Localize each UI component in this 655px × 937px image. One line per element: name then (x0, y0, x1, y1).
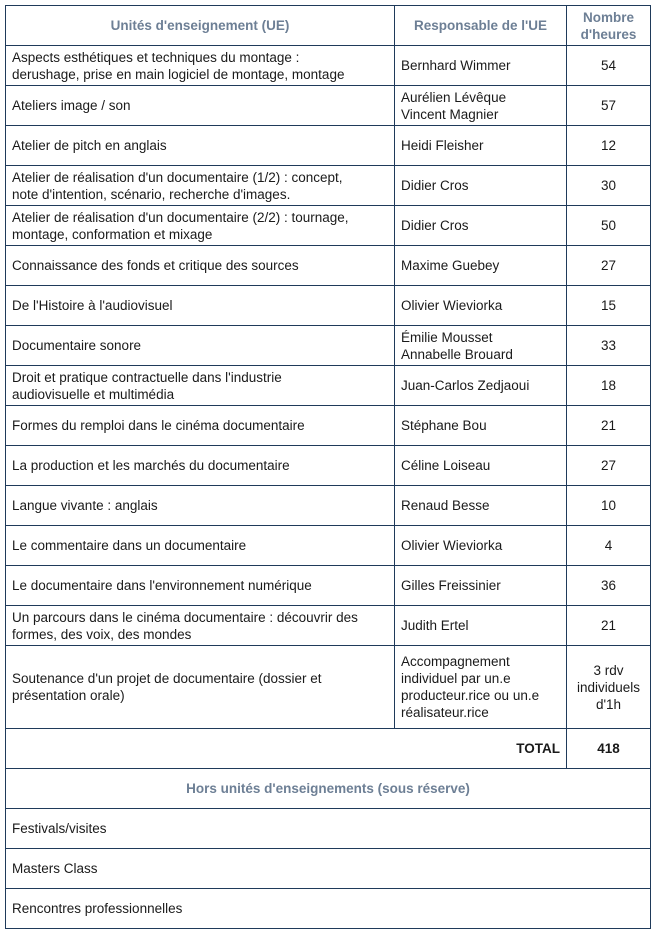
header-hours-line1: Nombre (582, 9, 634, 25)
responsable-cell (395, 366, 567, 406)
hours-cell (567, 606, 651, 646)
hours-cell (567, 246, 651, 286)
responsable-cell-line: Judith Ertel (401, 618, 469, 633)
responsable-cell (395, 326, 567, 366)
section-row (6, 769, 651, 809)
ue-cell (6, 86, 395, 126)
extra-item: Rencontres professionnelles (6, 889, 651, 929)
hours-cell-line: d'1h (595, 696, 622, 712)
responsable-cell (395, 486, 567, 526)
hours-cell-line: 15 (600, 298, 617, 313)
ue-cell-line: De l'Histoire à l'audiovisuel (12, 298, 173, 313)
responsable-cell (395, 406, 567, 446)
hours-cell-line: 33 (600, 338, 617, 353)
hours-cell (567, 646, 651, 729)
responsable-cell (395, 126, 567, 166)
responsable-cell-line: Émilie Mousset (401, 329, 493, 345)
hours-cell-line: 12 (600, 138, 617, 153)
ue-cell (6, 286, 395, 326)
responsable-cell-line: producteur.rice ou un.e (401, 688, 540, 703)
table-row (6, 646, 651, 729)
hours-cell-line: 10 (600, 498, 617, 513)
responsable-cell (395, 206, 567, 246)
ue-cell-line: Aspects esthétiques et techniques du montage : (12, 49, 300, 65)
ue-cell (6, 526, 395, 566)
ue-cell-line: montage, conformation et mixage (12, 226, 213, 242)
hours-cell (567, 126, 651, 166)
ue-cell (6, 606, 395, 646)
ue-cell (6, 366, 395, 406)
ue-cell (6, 166, 395, 206)
hours-cell (567, 526, 651, 566)
total-value: 418 (567, 729, 651, 769)
ue-cell (6, 566, 395, 606)
ue-cell-line: Un parcours dans le cinéma documentaire : découvrir des (12, 609, 358, 625)
extra-row (6, 849, 651, 889)
ue-cell-line: derushage, prise en main logiciel de montage, montage (12, 66, 345, 82)
section-title: Hors unités d'enseignements (sous réserve) (6, 769, 651, 809)
header-responsable: Responsable de l'UE (395, 6, 567, 46)
ue-cell-line: Le documentaire dans l'environnement numérique (12, 578, 312, 593)
ue-cell-line: Ateliers image / son (12, 98, 131, 113)
hours-cell-line: 50 (600, 218, 617, 233)
responsable-cell-line: Annabelle Brouard (401, 346, 513, 362)
responsable-cell (395, 526, 567, 566)
ue-cell-line: Formes du remploi dans le cinéma documentaire (12, 418, 305, 433)
table-row (6, 486, 651, 526)
hours-cell-line: 18 (600, 378, 617, 393)
ue-cell-line: présentation orale) (12, 688, 125, 703)
hours-cell-line: individuels (576, 679, 641, 695)
ue-cell-line: Atelier de pitch en anglais (12, 138, 167, 153)
hours-cell-line: 21 (600, 418, 617, 433)
table-row (6, 526, 651, 566)
hours-cell-line: 36 (600, 578, 617, 593)
ue-cell-line: Langue vivante : anglais (12, 498, 158, 513)
responsable-cell-line: Heidi Fleisher (401, 138, 484, 153)
ue-cell (6, 46, 395, 86)
table-row (6, 286, 651, 326)
ue-cell (6, 326, 395, 366)
responsable-cell-line: Bernhard Wimmer (401, 58, 511, 73)
hours-cell (567, 486, 651, 526)
hours-cell (567, 326, 651, 366)
extra-item: Masters Class (6, 849, 651, 889)
responsable-cell-line: Olivier Wieviorka (401, 298, 503, 313)
ue-rows (6, 46, 651, 729)
ue-cell-line: Atelier de réalisation d'un documentaire (2/2) : tournage, (12, 209, 349, 225)
hours-cell (567, 406, 651, 446)
total-row (6, 729, 651, 769)
ue-cell-line: Atelier de réalisation d'un documentaire (1/2) : concept, (12, 169, 343, 185)
header-ue: Unités d'enseignement (UE) (6, 6, 395, 46)
hours-cell-line: 54 (600, 58, 617, 73)
ue-cell-line: audiovisuelle et multimédia (12, 386, 175, 402)
responsable-cell (395, 446, 567, 486)
hours-cell (567, 446, 651, 486)
responsable-cell-line: Vincent Magnier (401, 106, 499, 122)
table-row (6, 566, 651, 606)
responsable-cell-line: Didier Cros (401, 218, 469, 233)
responsable-cell-line: Juan-Carlos Zedjaoui (401, 378, 530, 393)
hours-cell (567, 206, 651, 246)
ue-cell-line: note d'intention, scénario, recherche d'images. (12, 186, 291, 202)
responsable-cell (395, 646, 567, 729)
header-hours-line2: d'heures (580, 26, 637, 42)
hours-cell (567, 86, 651, 126)
responsable-cell-line: Stéphane Bou (401, 418, 487, 433)
responsable-cell-line: Accompagnement (401, 654, 510, 669)
ue-cell-line: formes, des voix, des mondes (12, 626, 192, 642)
responsable-cell (395, 166, 567, 206)
responsable-cell-line: réalisateur.rice (401, 705, 489, 720)
responsable-cell-line: Gilles Freissinier (401, 578, 501, 593)
table-row (6, 126, 651, 166)
table-row (6, 206, 651, 246)
header-hours (567, 6, 651, 46)
table-row (6, 246, 651, 286)
ue-cell (6, 446, 395, 486)
table-row (6, 86, 651, 126)
header-row (6, 6, 651, 46)
extra-row (6, 889, 651, 929)
ue-cell-line: Soutenance d'un projet de documentaire (dossier et (12, 671, 322, 686)
hours-cell-line: 27 (600, 258, 617, 273)
hours-cell-line: 27 (600, 458, 617, 473)
extra-item: Festivals/visites (6, 809, 651, 849)
ue-cell (6, 126, 395, 166)
total-label: TOTAL (6, 729, 567, 769)
ue-cell (6, 206, 395, 246)
ue-table (5, 5, 651, 929)
hours-cell (567, 566, 651, 606)
responsable-cell-line: Aurélien Lévêque (401, 89, 507, 105)
responsable-cell-line: Renaud Besse (401, 498, 490, 513)
hours-cell-line: 21 (600, 618, 617, 633)
responsable-cell (395, 46, 567, 86)
hours-cell-line: 30 (600, 178, 617, 193)
responsable-cell (395, 566, 567, 606)
table-row (6, 366, 651, 406)
table-row (6, 46, 651, 86)
table-row (6, 606, 651, 646)
ue-cell-line: Connaissance des fonds et critique des sources (12, 258, 299, 273)
responsable-cell (395, 86, 567, 126)
ue-cell-line: Documentaire sonore (12, 338, 142, 353)
responsable-cell-line: Didier Cros (401, 178, 469, 193)
table-row (6, 446, 651, 486)
ue-cell-line: La production et les marchés du documentaire (12, 458, 290, 473)
extras-rows (6, 809, 651, 929)
hours-cell-line: 57 (600, 98, 617, 113)
ue-cell (6, 406, 395, 446)
responsable-cell (395, 286, 567, 326)
ue-cell (6, 486, 395, 526)
table-row (6, 166, 651, 206)
responsable-cell (395, 606, 567, 646)
table-row (6, 406, 651, 446)
ue-cell-line: Le commentaire dans un documentaire (12, 538, 247, 553)
hours-cell (567, 166, 651, 206)
hours-cell-line: 3 rdv (593, 662, 624, 678)
hours-cell-line: 4 (604, 538, 613, 553)
ue-cell (6, 646, 395, 729)
responsable-cell-line: Céline Loiseau (401, 458, 491, 473)
responsable-cell-line: individuel par un.e (401, 671, 511, 686)
hours-cell (567, 286, 651, 326)
responsable-cell (395, 246, 567, 286)
responsable-cell-line: Olivier Wieviorka (401, 538, 503, 553)
responsable-cell-line: Maxime Guebey (401, 258, 500, 273)
extra-row (6, 809, 651, 849)
hours-cell (567, 46, 651, 86)
table-row (6, 326, 651, 366)
hours-cell (567, 366, 651, 406)
ue-cell-line: Droit et pratique contractuelle dans l'industrie (12, 369, 282, 385)
ue-cell (6, 246, 395, 286)
